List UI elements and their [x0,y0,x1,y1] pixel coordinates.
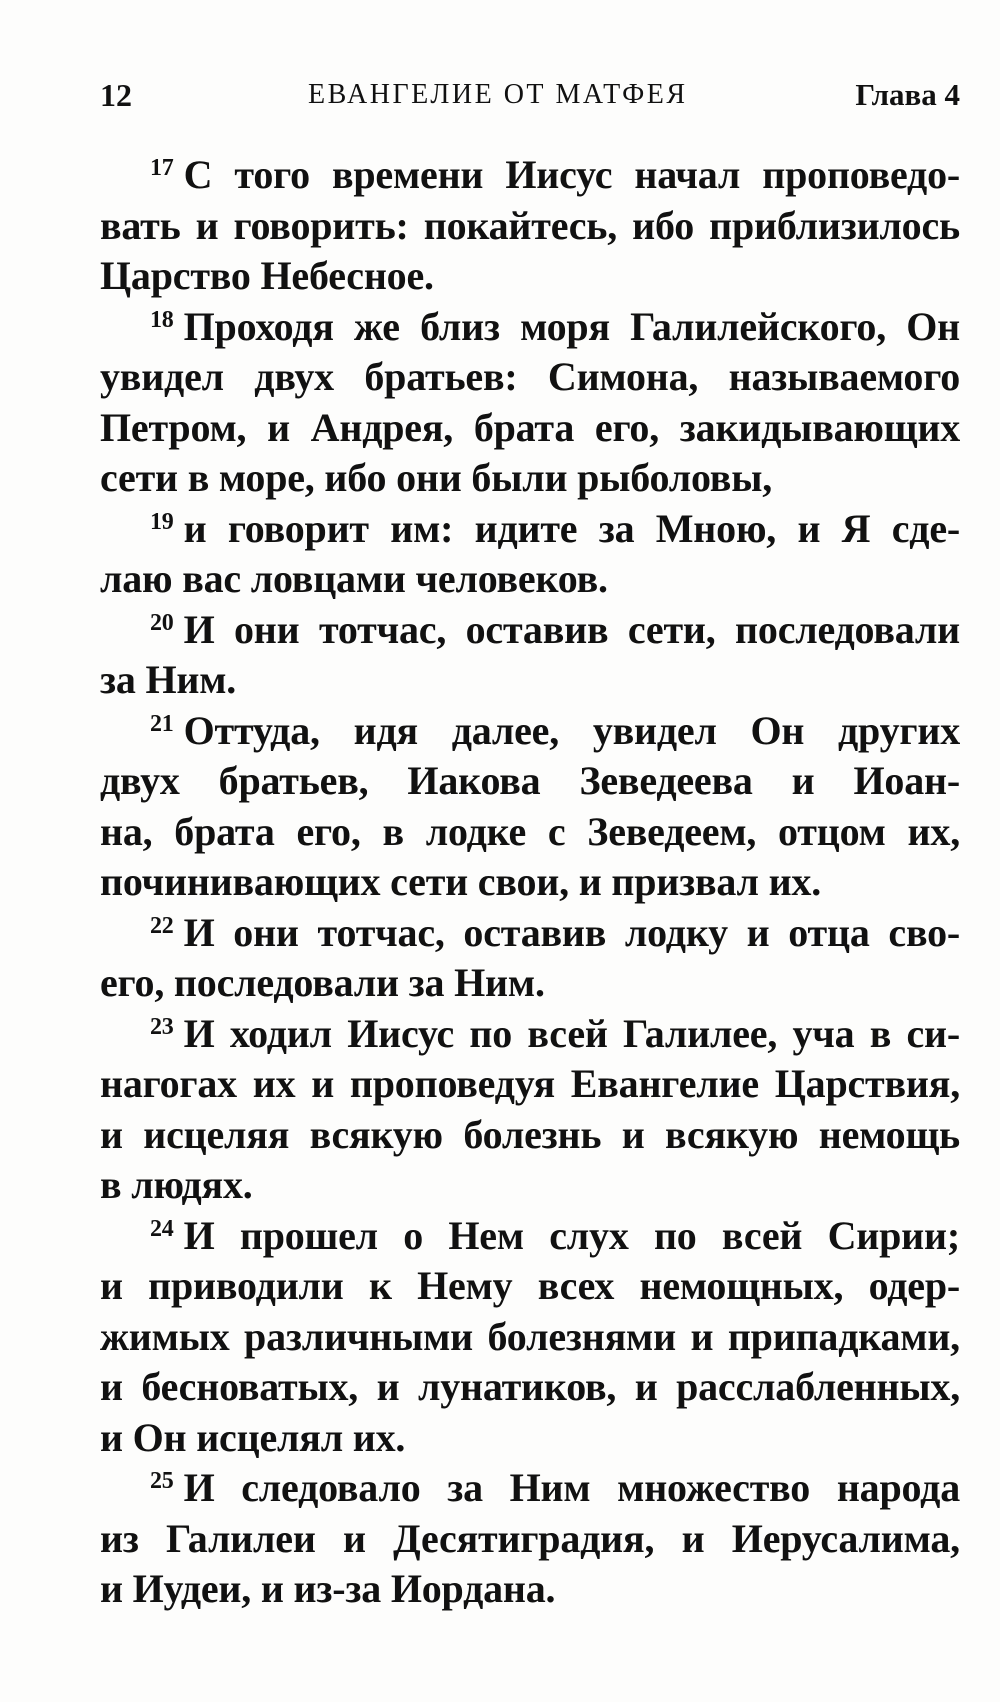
text-line: вать и говорить: покайтесь, ибо приблизилось [100,202,960,248]
verse-text: И они тотчас, оставив лодку и отца сво- [183,909,960,955]
verse-text: и говорит им: идите за Мною, и Я сде- [183,505,960,551]
verse-19 [100,504,960,605]
verse-17 [100,150,960,302]
verse-text: И прошел о Нем слух по всей Сирии; [183,1212,960,1258]
text-line: и Иудеи, и из-за Иордана. [100,1566,556,1611]
text-line: и Он исцелял их. [100,1414,406,1460]
verse-22 [100,908,960,1009]
text-line [100,706,960,757]
verse-number: 25 [150,1468,174,1494]
verse-number: 19 [150,508,174,535]
running-title: ЕВАНГЕЛИЕ ОТ МАТФЕЯ [308,79,688,110]
text-line [100,605,960,656]
verse-text: Проходя же близ моря Галилейского, Он [183,303,960,349]
verse-text: И следовало за Ним множество народа [183,1465,960,1510]
text-line: за Ним. [100,657,237,702]
text-line: из Галилеи и Десятиградия, и Иерусалима, [100,1515,960,1561]
verse-text: С того времени Иисус начал проповедо- [183,152,960,197]
text-line: сети в море, ибо они были рыболовы, [100,455,773,500]
verse-20 [100,605,960,706]
verse-number: 24 [150,1215,174,1242]
text-line: починивающих сети свои, и призвал их. [100,859,822,904]
text-line [100,302,960,353]
text-line: лаю вас ловцами человеков. [100,556,608,601]
text-line: Царство Небесное. [100,253,434,298]
verse-25 [100,1463,960,1615]
text-line: Петром, и Андрея, брата его, закидывающих [100,404,960,450]
verse-number: 17 [150,155,174,181]
text-line: нагогах их и проповедуя Евангелие Царствия, [100,1061,960,1106]
verse-number: 20 [150,609,174,636]
text-line: и бесноватых, и лунатиков, и расслабленных, [100,1364,960,1409]
verse-text: И они тотчас, оставив сети, последовали [183,606,960,652]
scripture-text [100,150,960,1615]
text-line: и исцеляя всякую болезнь и всякую немощь [100,1111,960,1157]
verse-text: Оттуда, идя далее, увидел Он других [183,707,960,753]
text-line [100,504,960,555]
text-line: увидел двух братьев: Симона, называемого [100,354,960,399]
text-line [100,150,960,201]
text-line [100,1211,960,1262]
text-line: двух братьев, Иакова Зеведеева и Иоан- [100,758,960,803]
verse-number: 21 [150,710,174,737]
verse-text: И ходил Иисус по всей Галилее, уча в си- [183,1010,960,1056]
verse-18 [100,302,960,504]
verse-number: 18 [150,306,174,333]
page-header [100,70,960,120]
text-line: на, брата его, в лодке с Зеведеем, отцом их, [100,808,960,854]
verse-number: 22 [150,912,174,939]
verse-21 [100,706,960,908]
text-line [100,908,960,959]
text-line: и приводили к Нему всех немощных, одер- [100,1263,960,1308]
text-line [100,1463,960,1514]
verse-number: 23 [150,1013,174,1040]
verse-23 [100,1009,960,1211]
text-line: в людях. [100,1162,253,1207]
page-number: 12 [100,77,132,113]
text-line [100,1009,960,1060]
verse-24 [100,1211,960,1464]
chapter-label: Глава 4 [855,77,960,112]
text-line: жимых различными болезнями и припадками, [100,1313,960,1359]
text-line: его, последовали за Ним. [100,960,545,1005]
